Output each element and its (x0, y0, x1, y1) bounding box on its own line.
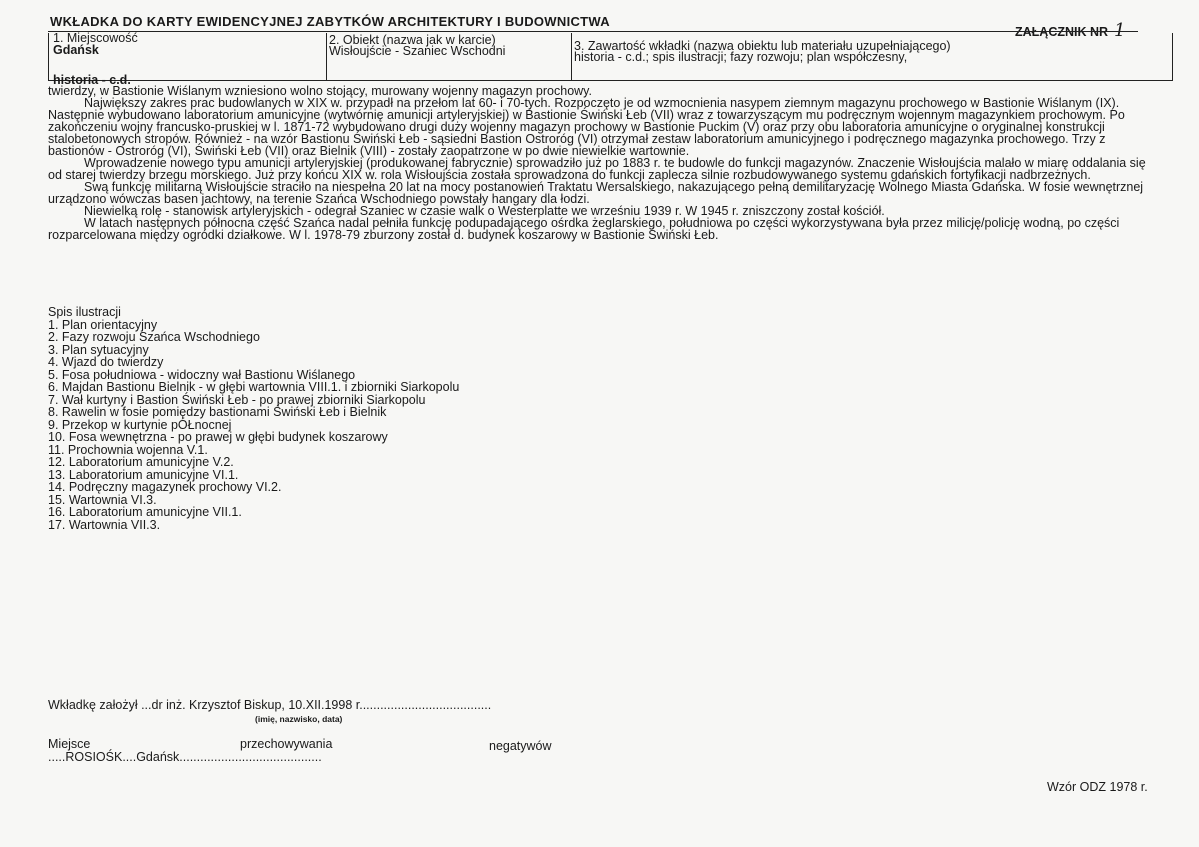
list-item: 5. Fosa południowa - widoczny wał Bastionu Wiślanego (48, 367, 356, 382)
object-value: Wisłoujście - Szaniec Wschodni (329, 44, 506, 58)
illustrations-heading: Spis ilustracji (48, 305, 121, 319)
history-heading: historia - c.d. (53, 73, 131, 87)
list-item: 15. Wartownia VI.3. (48, 492, 157, 507)
storage-label-2: przechowywania (240, 737, 333, 751)
history-paragraph: Swą funkcję militarną Wisłoujście straciło na niespełna 20 lat na mocy postanowień Traktatu Wersalskiego, nakazującego pełną demilitaryzację Wolnego Miasta Gdańska. W fosie wewnętrznej urządzono wówczas basen jachtowy, na terenie Szańca Wschodniego powstały hangary dla łodzi. (48, 180, 1144, 206)
title-underline (48, 31, 1138, 32)
annex-label-text: ZAŁĄCZNIK NR (1015, 25, 1109, 39)
list-item: 16. Laboratorium amunicyjne VII.1. (48, 505, 242, 519)
list-item: 12. Laboratorium amunicyjne V.2. (48, 455, 234, 469)
list-item: 6. Majdan Bastionu Bielnik - w głębi wartownia VIII.1. i zbiorniki Siarkopolu (48, 380, 460, 394)
author-line: Wkładkę założył ...dr inż. Krzysztof Biskup, 10.XII.1998 r...................................... (48, 698, 492, 712)
history-paragraph: Największy zakres prac budowlanych w XIX w. przypadł na przełom lat 60- i 70-tych. Rozpoczęto je od wzmocnienia nasypem ziemnym magazynu prochowego w Bastionie Wiślanym (IX). Następnie wybudowano laboratorium amunicyjne (wytwórnię amunicji artyleryjskiej) w Bastionie Świński Łeb (VII) wraz z towarzyszącym mu podręcznym wojennym magazynkiem prochowym. Po zakończeniu wojny francusko-pruskiej w l. 1871-72 wybudowano drugi duży wojenny magazyn prochowy w Bastionie Puckim (V) oraz przy obu laboratoria amunicyjne o oryginalnej konstrukcji stalobetonowych stropów. Również - na wzór Bastionu Świński Łeb - sąsiedni Bastion Ostroróg (VI) otrzymał zestaw laboratorium amunicyjnego i podręcznego magazynka prochowego. Trzy z bastionów - Ostroróg (VI), Świński Łeb (VII) oraz Bielnik (VIII) - zostały zaopatrzone w po dwie niewielkie wartownie. (48, 96, 1125, 158)
storage-label-1: Miejsce (48, 737, 91, 751)
list-item: 8. Rawelin w fosie pomiędzy bastionami Świński Łeb i Bielnik (48, 405, 387, 419)
history-paragraph: W latach następnych północna część Szańca nadal pełniła funkcję podupadającego ośrdka żeglarskiego, południowa po części wykorzystywana była przez milicję/policję wodną, po części rozparcelowana między ogródki działkowe. W l. 1978-79 zburzony został d. budynek koszarowy w Bastionie Świński Łeb. (48, 216, 1120, 242)
content-label: 3. Zawartość wkładki (nazwa obiektu lub materiału uzupełniającego) (574, 39, 951, 53)
list-item: 7. Wał kurtyny i Bastion Świński Łeb - po prawej zbiorniki Siarkopolu (48, 392, 426, 407)
list-item: 13. Laboratorium amunicyjne VI.1. (48, 467, 239, 482)
list-item: 3. Plan sytuacyjny (48, 342, 149, 357)
template-label: Wzór ODZ 1978 r. (1047, 780, 1148, 794)
list-item: 1. Plan orientacyjny (48, 317, 158, 332)
storage-label-3: negatywów (489, 739, 552, 753)
list-item: 9. Przekop w kurtynie pÓŁnocnej (48, 417, 232, 432)
history-paragraph: Niewielką rolę - stanowisk artyleryjskich - odegrał Szaniec w czasie walk o Westerplatte we wrześniu 1939 r. W 1945 r. zniszczony został kościół. (84, 204, 885, 218)
list-item: 4. Wjazd do twierdzy (48, 355, 164, 369)
illustrations-list (48, 306, 459, 531)
field-object (326, 33, 572, 80)
fields-box (48, 33, 1173, 80)
list-item: 17. Wartownia VII.3. (48, 517, 161, 532)
locality-label: 1. Miejscowość (53, 31, 138, 45)
history-paragraph: Wprowadzenie nowego typu amunicji artyleryjskiej (produkowanej fabrycznie) sprowadziło już po 1883 r. te budowle do funkcji magazynów. Znaczenie Wisłoujścia malało w miarę oddalania się od starej twierdzy brzegu morskiego. Już przy końcu XIX w. rola Wisłoujścia została sprowadzona do funkcji zaplecza silnie rozbudowywanego systemu gdańskich fortyfikacji nadbrzeżnych. (48, 156, 1146, 182)
object-label: 2. Obiekt (nazwa jak w karcie) (329, 33, 496, 47)
history-paragraph: twierdzy, w Bastionie Wiślanym wzniesiono wolno stojący, murowany wojenny magazyn prochowy. (48, 84, 592, 98)
list-item: 14. Podręczny magazynek prochowy VI.2. (48, 480, 282, 494)
storage-value: .....ROSIOŚK....Gdańsk......................................... (48, 750, 322, 764)
locality-value: Gdańsk (53, 43, 99, 57)
fields-box-bottom-line (48, 80, 1173, 81)
list-item: 2. Fazy rozwoju Szańca Wschodniego (48, 330, 260, 344)
list-item: 10. Fosa wewnętrzna - po prawej w głębi budynek koszarowy (48, 430, 388, 444)
history-text (48, 85, 1158, 241)
annex-number: 1 (1114, 20, 1126, 41)
list-item: 11. Prochownia wojenna V.1. (48, 442, 208, 457)
author-caption: (imię, nazwisko, data) (255, 714, 343, 724)
content-value: historia - c.d.; spis ilustracji; fazy rozwoju; plan współczesny, (574, 50, 908, 64)
form-title: WKŁADKA DO KARTY EWIDENCYJNEJ ZABYTKÓW ARCHITEKTURY I BUDOWNICTWA (50, 14, 610, 29)
